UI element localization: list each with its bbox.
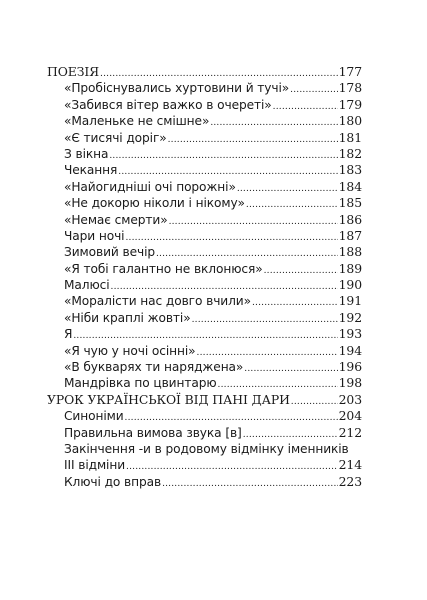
toc-entry-title: Ключі до вправ (64, 474, 162, 489)
toc-entry (47, 293, 362, 309)
toc-entry-page: 188 (338, 244, 362, 260)
toc-entry (47, 228, 362, 244)
toc-entry (47, 425, 362, 441)
toc-entry-page: 190 (338, 277, 362, 293)
toc-entry-page: 198 (338, 375, 362, 391)
toc-entry-page: 187 (338, 227, 362, 243)
toc-entry-title: Зимовий вечір (64, 245, 155, 260)
toc-entry-page: 180 (338, 113, 362, 129)
toc-entry-title: «Ніби краплі жовті» (64, 310, 191, 325)
toc-entry-page: 189 (338, 260, 362, 276)
toc-entry-title: Синоніми (64, 409, 124, 424)
toc-entry-page: 183 (338, 162, 362, 178)
toc-entry-page: 212 (338, 424, 362, 440)
toc-entry (47, 474, 362, 490)
toc-entry-page: 203 (338, 391, 362, 407)
toc-entry (47, 130, 362, 146)
toc-entry-section-lesson (47, 392, 362, 408)
toc-entry (47, 343, 362, 359)
toc-entry-title: «Маленьке не смішне» (64, 114, 210, 129)
toc-entry-title: «Не докорю ніколи і нікому» (64, 196, 245, 211)
toc-entry (47, 326, 362, 342)
toc-entry-title: Мандрівка по цвинтарю (64, 376, 217, 391)
toc-entry (47, 97, 362, 113)
toc-entry-title: «В букварях ти наряджена» (64, 360, 244, 375)
toc-entry-page: 194 (338, 342, 362, 358)
toc-entry-page: 177 (338, 64, 362, 79)
toc-entry-title: УРОК УКРАЇНСЬКОЇ ВІД ПАНІ ДАРИ (47, 391, 290, 407)
toc-entry (47, 359, 362, 375)
toc-entry-page: 204 (338, 408, 362, 424)
toc-entry-page: 191 (338, 293, 362, 309)
toc-entry-title: «Моралісти нас довго вчили» (64, 294, 251, 309)
toc-entry (47, 441, 362, 474)
toc-entry-title: ПОЕЗІЯ (47, 64, 100, 79)
toc-entry (47, 113, 362, 129)
toc-entry-page: 178 (338, 80, 362, 96)
toc-entry-title: Малюсі (64, 278, 110, 293)
toc-entry-page: 192 (338, 309, 362, 325)
toc-entry (47, 179, 362, 195)
toc-entry-page: 186 (338, 211, 362, 227)
toc-entry-title: «Забився вітер важко в очереті» (64, 97, 272, 112)
toc-entry-title: «Я тобі галантно не вклонюся» (64, 261, 263, 276)
toc-entry (47, 162, 362, 178)
dot-leader (162, 476, 338, 492)
toc-entry (47, 195, 362, 211)
toc-entry-page: 179 (338, 96, 362, 112)
toc-entry-page: 184 (338, 178, 362, 194)
toc-entry-title-line2-row (64, 457, 362, 473)
toc-entry-title: «Немає смерти» (64, 212, 168, 227)
toc-entry-page: 182 (338, 145, 362, 161)
toc-entry-title: З вікна (64, 146, 109, 161)
toc-entry (47, 146, 362, 162)
toc-entry (47, 80, 362, 96)
toc-entry-title: ІІІ відміни (64, 458, 126, 473)
toc-entry-page: 223 (338, 473, 362, 489)
toc-entry-title: Чекання (64, 163, 118, 178)
toc-entry-page: 193 (338, 326, 362, 342)
toc-entry (47, 244, 362, 260)
toc-entry-title: Чари ночі (64, 228, 125, 243)
toc-entry-page: 181 (338, 129, 362, 145)
toc-entry-title: Правильна вимова звука [в] (64, 425, 242, 440)
toc-entry-title-line1: Закінчення -и в родовому відмінку іменників (64, 441, 349, 456)
toc-entry-page: 185 (338, 195, 362, 211)
toc-entry (47, 212, 362, 228)
toc-entry-title: «Є тисячі доріг» (64, 130, 167, 145)
toc-entry-title: «Я чую у ночі осінні» (64, 343, 196, 358)
toc-entry (47, 375, 362, 391)
toc-entry (47, 408, 362, 424)
toc-entry (47, 310, 362, 326)
toc-entry-title: «Найогидніші очі порожні» (64, 179, 236, 194)
toc-entry (47, 261, 362, 277)
table-of-contents (47, 64, 362, 490)
toc-entry-page: 214 (338, 457, 362, 473)
toc-entry-title: Я (64, 327, 73, 342)
toc-entry (47, 277, 362, 293)
toc-entry-page: 196 (338, 359, 362, 375)
toc-entry-title: «Пробіснувались хуртовини й тучі» (64, 81, 290, 96)
toc-entry-section-poetry (47, 64, 362, 80)
